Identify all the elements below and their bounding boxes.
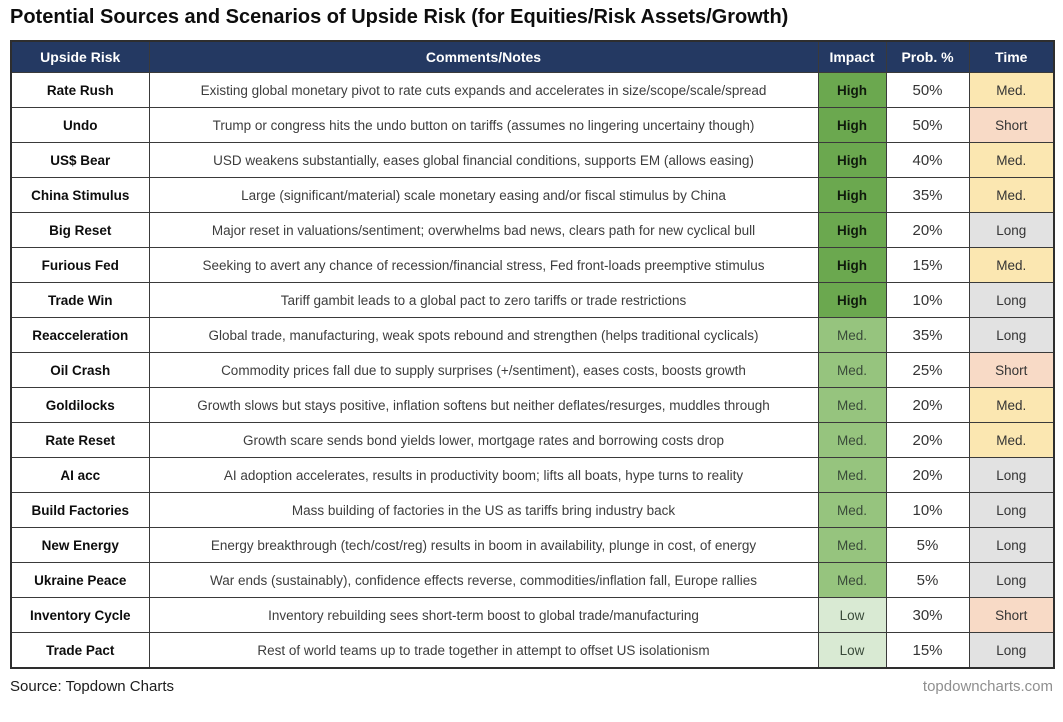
impact-cell: Med. <box>818 318 886 353</box>
table-row <box>11 213 1054 248</box>
risk-name-cell: Goldilocks <box>11 388 149 423</box>
page-title: Potential Sources and Scenarios of Upside Risk (for Equities/Risk Assets/Growth) <box>10 6 789 28</box>
time-cell: Long <box>969 563 1054 598</box>
risk-name-cell: Build Factories <box>11 493 149 528</box>
risk-name-cell: Ukraine Peace <box>11 563 149 598</box>
risk-name-cell: Trade Pact <box>11 633 149 669</box>
prob-cell: 15% <box>886 248 969 283</box>
comment-cell: Tariff gambit leads to a global pact to zero tariffs or trade restrictions <box>149 283 818 318</box>
table-row <box>11 73 1054 108</box>
table-row <box>11 388 1054 423</box>
prob-cell: 35% <box>886 318 969 353</box>
risk-name-cell: Trade Win <box>11 283 149 318</box>
website-label: topdowncharts.com <box>922 678 1053 695</box>
comment-cell: Major reset in valuations/sentiment; overwhelms bad news, clears path for new cyclical bull <box>149 213 818 248</box>
prob-cell: 25% <box>886 353 969 388</box>
time-cell: Med. <box>969 423 1054 458</box>
comment-cell: Rest of world teams up to trade together in attempt to offset US isolationism <box>149 633 818 669</box>
risk-name-cell: US$ Bear <box>11 143 149 178</box>
prob-cell: 10% <box>886 283 969 318</box>
impact-cell: High <box>818 73 886 108</box>
impact-cell: High <box>818 213 886 248</box>
comment-cell: Trump or congress hits the undo button on tariffs (assumes no lingering uncertainy though) <box>149 108 818 143</box>
col-header-impact: Impact <box>818 41 886 73</box>
risk-name-cell: Furious Fed <box>11 248 149 283</box>
risk-name-cell: Oil Crash <box>11 353 149 388</box>
time-cell: Long <box>969 213 1054 248</box>
impact-cell: High <box>818 178 886 213</box>
risk-name-cell: Big Reset <box>11 213 149 248</box>
table-row <box>11 178 1054 213</box>
impact-cell: Med. <box>818 423 886 458</box>
table-row <box>11 318 1054 353</box>
risk-name-cell: New Energy <box>11 528 149 563</box>
prob-cell: 15% <box>886 633 969 669</box>
impact-cell: Med. <box>818 493 886 528</box>
comment-cell: Growth scare sends bond yields lower, mortgage rates and borrowing costs drop <box>149 423 818 458</box>
table-row <box>11 423 1054 458</box>
time-cell: Short <box>969 353 1054 388</box>
time-cell: Long <box>969 283 1054 318</box>
upside-risk-table <box>10 40 1055 669</box>
prob-cell: 5% <box>886 528 969 563</box>
footer <box>10 678 1053 695</box>
risk-name-cell: China Stimulus <box>11 178 149 213</box>
table-row <box>11 283 1054 318</box>
comment-cell: Commodity prices fall due to supply surprises (+/sentiment), eases costs, boosts growth <box>149 353 818 388</box>
risk-name-cell: Undo <box>11 108 149 143</box>
prob-cell: 40% <box>886 143 969 178</box>
table-row <box>11 248 1054 283</box>
time-cell: Med. <box>969 143 1054 178</box>
impact-cell: Med. <box>818 528 886 563</box>
time-cell: Long <box>969 493 1054 528</box>
col-header-upside-risk: Upside Risk <box>11 41 149 73</box>
risk-name-cell: Inventory Cycle <box>11 598 149 633</box>
impact-cell: Low <box>818 598 886 633</box>
table-header-row <box>11 41 1054 73</box>
prob-cell: 20% <box>886 388 969 423</box>
prob-cell: 20% <box>886 423 969 458</box>
col-header-comments-notes: Comments/Notes <box>149 41 818 73</box>
impact-cell: High <box>818 108 886 143</box>
comment-cell: Global trade, manufacturing, weak spots rebound and strengthen (helps traditional cyclicals) <box>149 318 818 353</box>
prob-cell: 20% <box>886 458 969 493</box>
table-row <box>11 458 1054 493</box>
risk-name-cell: AI acc <box>11 458 149 493</box>
prob-cell: 50% <box>886 73 969 108</box>
table-row <box>11 143 1054 178</box>
time-cell: Short <box>969 108 1054 143</box>
impact-cell: High <box>818 248 886 283</box>
table-row <box>11 598 1054 633</box>
time-cell: Med. <box>969 248 1054 283</box>
comment-cell: Inventory rebuilding sees short-term boost to global trade/manufacturing <box>149 598 818 633</box>
table-row <box>11 563 1054 598</box>
risk-name-cell: Reacceleration <box>11 318 149 353</box>
time-cell: Med. <box>969 388 1054 423</box>
table-row <box>11 108 1054 143</box>
table-row <box>11 493 1054 528</box>
impact-cell: Med. <box>818 563 886 598</box>
comment-cell: Existing global monetary pivot to rate cuts expands and accelerates in size/scope/scale/spread <box>149 73 818 108</box>
impact-cell: Med. <box>818 353 886 388</box>
time-cell: Long <box>969 528 1054 563</box>
comment-cell: War ends (sustainably), confidence effects reverse, commodities/inflation fall, Europe rallies <box>149 563 818 598</box>
col-header-time: Time <box>969 41 1054 73</box>
col-header-prob: Prob. % <box>886 41 969 73</box>
prob-cell: 20% <box>886 213 969 248</box>
prob-cell: 30% <box>886 598 969 633</box>
prob-cell: 5% <box>886 563 969 598</box>
time-cell: Med. <box>969 73 1054 108</box>
comment-cell: Mass building of factories in the US as tariffs bring industry back <box>149 493 818 528</box>
comment-cell: USD weakens substantially, eases global financial conditions, supports EM (allows easing) <box>149 143 818 178</box>
impact-cell: Med. <box>818 458 886 493</box>
risk-name-cell: Rate Rush <box>11 73 149 108</box>
table-row <box>11 528 1054 563</box>
prob-cell: 50% <box>886 108 969 143</box>
time-cell: Long <box>969 633 1054 669</box>
time-cell: Med. <box>969 178 1054 213</box>
comment-cell: Seeking to avert any chance of recession/financial stress, Fed front-loads preemptive stimulus <box>149 248 818 283</box>
comment-cell: Large (significant/material) scale monetary easing and/or fiscal stimulus by China <box>149 178 818 213</box>
impact-cell: Low <box>818 633 886 669</box>
impact-cell: High <box>818 143 886 178</box>
time-cell: Short <box>969 598 1054 633</box>
comment-cell: Growth slows but stays positive, inflation softens but neither deflates/resurges, muddles through <box>149 388 818 423</box>
time-cell: Long <box>969 318 1054 353</box>
prob-cell: 10% <box>886 493 969 528</box>
source-label: Source: Topdown Charts <box>10 678 174 695</box>
table-row <box>11 633 1054 669</box>
impact-cell: Med. <box>818 388 886 423</box>
time-cell: Long <box>969 458 1054 493</box>
impact-cell: High <box>818 283 886 318</box>
comment-cell: AI adoption accelerates, results in productivity boom; lifts all boats, hype turns to reality <box>149 458 818 493</box>
prob-cell: 35% <box>886 178 969 213</box>
comment-cell: Energy breakthrough (tech/cost/reg) results in boom in availability, plunge in cost, of energy <box>149 528 818 563</box>
table-row <box>11 353 1054 388</box>
risk-name-cell: Rate Reset <box>11 423 149 458</box>
